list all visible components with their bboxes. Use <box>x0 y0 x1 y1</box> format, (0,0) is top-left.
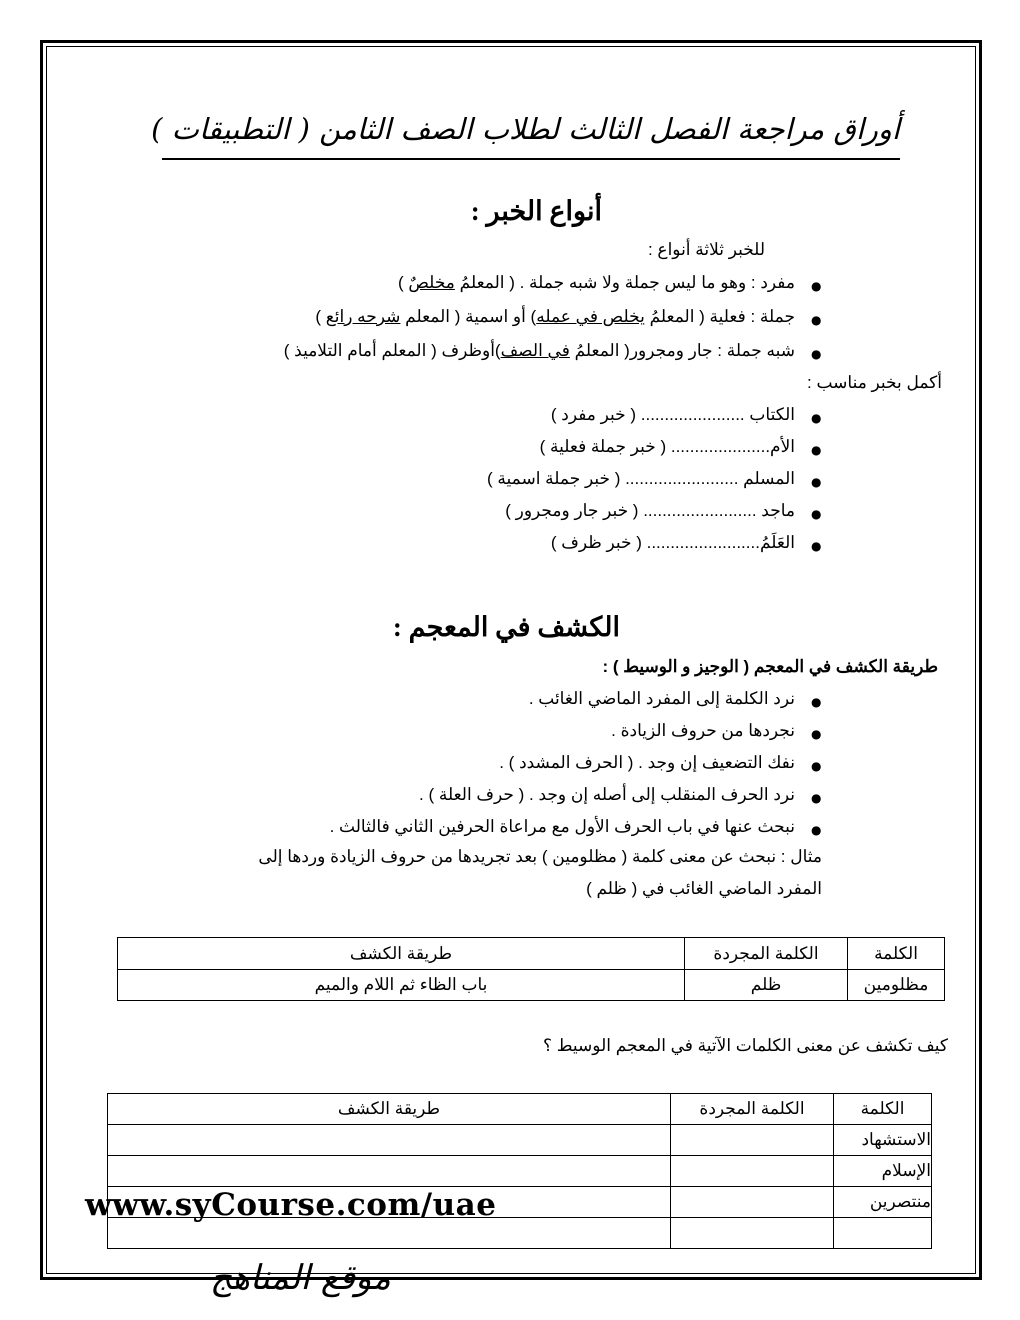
bullet-icon: ● <box>811 695 822 709</box>
example-line-2: المفرد الماضي الغائب في ( ظلم ) <box>586 879 822 898</box>
exercise-item: ماجد ........................ ( خبر جار ومجرور ) <box>505 501 795 520</box>
type-sentence: جملة : فعلية ( المعلمُ يخلص في عمله) أو اسمية ( المعلم شرحه رائع ) <box>315 307 795 326</box>
table-cell: الاستشهاد <box>834 1125 932 1156</box>
section-heading-khabar: أنواع الخبر : <box>470 196 602 226</box>
table-cell: منتصرين <box>834 1187 932 1218</box>
bullet-icon: ● <box>811 759 822 773</box>
bullet-icon: ● <box>811 539 822 553</box>
table-header-root: الكلمة المجردة <box>685 938 848 970</box>
table-header-word: الكلمة <box>834 1094 932 1125</box>
table-cell: الإسلام <box>834 1156 932 1187</box>
bullet-icon: ● <box>811 279 822 293</box>
table-header-word: الكلمة <box>848 938 945 970</box>
method-step: نفك التضعيف إن وجد . ( الحرف المشدد ) . <box>499 753 795 772</box>
table-cell[interactable] <box>108 1156 671 1187</box>
table-header-root: الكلمة المجردة <box>671 1094 834 1125</box>
exercise-item: الكتاب ...................... ( خبر مفرد ) <box>550 405 795 424</box>
exercise-label: أكمل بخبر مناسب : <box>807 373 942 392</box>
document-title: أوراق مراجعة الفصل الثالث لطلاب الصف الثامن ( التطبيقات ) <box>151 112 900 146</box>
table-cell: ظلم <box>685 970 848 1001</box>
exercise-item: العَلَمُ........................ ( خبر ظرف ) <box>550 533 795 552</box>
method-step: نرد الحرف المنقلب إلى أصله إن وجد . ( حرف العلة ) . <box>419 785 795 804</box>
question: كيف تكشف عن معنى الكلمات الآتية في المعجم الوسيط ؟ <box>543 1036 948 1055</box>
table-cell[interactable] <box>108 1125 671 1156</box>
section-heading-dictionary: الكشف في المعجم : <box>392 612 620 642</box>
table-header-method: طريقة الكشف <box>118 938 685 970</box>
bullet-icon: ● <box>811 507 822 521</box>
watermark-site-name: موقع المناهج <box>210 1258 391 1298</box>
bullet-icon: ● <box>811 475 822 489</box>
method-step: نرد الكلمة إلى المفرد الماضي الغائب . <box>528 689 795 708</box>
table-cell <box>834 1218 932 1249</box>
bullet-icon: ● <box>811 347 822 361</box>
method-step: نجردها من حروف الزيادة . <box>611 721 795 740</box>
bullet-icon: ● <box>811 727 822 741</box>
example-table <box>117 937 945 1001</box>
bullet-icon: ● <box>811 313 822 327</box>
table-cell: باب الظاء ثم اللام والميم <box>118 970 685 1001</box>
method-label: طريقة الكشف في المعجم ( الوجيز و الوسيط ) : <box>602 657 938 676</box>
khabar-intro: للخبر ثلاثة أنواع : <box>647 240 765 259</box>
table-cell[interactable] <box>671 1156 834 1187</box>
table-cell: مظلومين <box>848 970 945 1001</box>
type-semi-sentence: شبه جملة : جار ومجرور( المعلمُ في الصف)أوظرف ( المعلم أمام التلاميذ ) <box>283 341 795 360</box>
type-single: مفرد : وهو ما ليس جملة ولا شبه جملة . ( المعلمُ مخلصٌ ) <box>397 273 795 292</box>
exercise-item: الأم..................... ( خبر جملة فعلية ) <box>539 437 795 456</box>
example-line-1: مثال : نبحث عن معنى كلمة ( مظلومين ) بعد تجريدها من حروف الزيادة وردها إلى <box>258 847 822 866</box>
table-header-method: طريقة الكشف <box>108 1094 671 1125</box>
bullet-icon: ● <box>811 823 822 837</box>
exercise-item: المسلم ........................ ( خبر جملة اسمية ) <box>487 469 795 488</box>
watermark-url: www.syCourse.com/uae <box>85 1187 497 1223</box>
bullet-icon: ● <box>811 791 822 805</box>
method-step: نبحث عنها في باب الحرف الأول مع مراعاة الحرفين الثاني فالثالث . <box>329 817 795 836</box>
table-cell[interactable] <box>671 1125 834 1156</box>
exercise-table <box>107 1093 932 1249</box>
table-cell[interactable] <box>671 1187 834 1218</box>
bullet-icon: ● <box>811 443 822 457</box>
table-cell[interactable] <box>671 1218 834 1249</box>
bullet-icon: ● <box>811 411 822 425</box>
title-underline <box>162 158 900 160</box>
